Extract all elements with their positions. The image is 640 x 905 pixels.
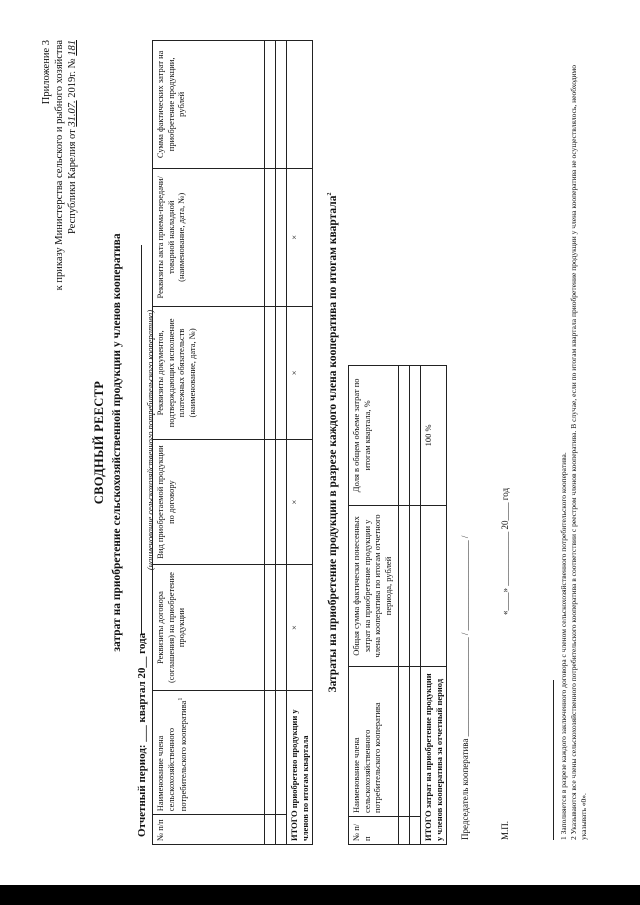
- appendix-date-prefix: Республики Карелия от: [67, 129, 78, 235]
- chairman-label: Председатель кооператива: [460, 738, 470, 840]
- header-cell: Общая сумма фактически понесенных затрат на приобретение продукции у члена кооператива по итогам отчетного периода, рублей: [349, 505, 399, 667]
- table-row: [276, 41, 287, 845]
- period-blank-year: __: [136, 656, 148, 668]
- document-subtitle: затрат на приобретение сельскохозяйственной продукции у членов кооператива: [111, 233, 123, 652]
- table-cell: [276, 306, 287, 439]
- total-cell: [421, 505, 447, 667]
- header-cell: Вид приобретаемой продукции по договору: [153, 439, 265, 564]
- header-cell: Реквизиты документов, подтверждающих исполнение платежных обязательств (наименование, дата, №): [153, 306, 265, 439]
- appendix-order-date: [66, 40, 79, 290]
- table-cell: [265, 690, 276, 814]
- registry-header-row: [153, 41, 265, 845]
- appendix-date-handwritten: 31.07.: [67, 100, 78, 127]
- header-cell: № п/п: [349, 817, 399, 845]
- period-label: Отчетный период:: [136, 744, 148, 837]
- table-cell: [276, 439, 287, 564]
- footnote-ref: 2: [327, 192, 334, 196]
- appendix-order-number: 181: [67, 40, 78, 56]
- members-total-row: [421, 366, 447, 845]
- signature-date: «____» ____________ 20____ год: [500, 487, 510, 615]
- table-cell: [276, 41, 287, 169]
- table-cell: [399, 505, 410, 667]
- total-share: 100 %: [421, 366, 447, 506]
- table-cell: [265, 168, 276, 306]
- header-cell: Реквизиты акта приема-передачи/товарной накладной (наименование, дата, №): [153, 168, 265, 306]
- table-row: [265, 41, 276, 845]
- appendix-date-year: 2019г. №: [67, 58, 78, 98]
- footnote-1: 1 Заполняется в разрезе каждого заключенного договора с членом сельскохозяйственного потребительского кооператива.: [559, 452, 568, 840]
- header-cell: Наименование члена сельскохозяйственного потребительского кооператива: [349, 667, 399, 817]
- table-cell: [265, 306, 276, 439]
- table-cell: [276, 690, 287, 814]
- members-costs-table: [348, 365, 447, 845]
- table-cell: [410, 366, 421, 506]
- appendix-header: [40, 40, 79, 290]
- table-cell: [410, 667, 421, 817]
- bottom-bar: [0, 885, 640, 905]
- total-cell: [287, 41, 313, 169]
- seal-place: М.П.: [500, 820, 510, 840]
- table-cell: [276, 565, 287, 690]
- table-cell: [410, 817, 421, 845]
- total-cell: ×: [287, 439, 313, 564]
- document-title: СВОДНЫЙ РЕЕСТР: [92, 380, 106, 505]
- appendix-number: Приложение 3: [41, 40, 52, 105]
- table-row: [410, 366, 421, 845]
- footnote-divider: [553, 680, 554, 840]
- table-cell: [276, 168, 287, 306]
- table-cell: [399, 817, 410, 845]
- chairman-signature: [460, 536, 470, 840]
- total-cell: ×: [287, 565, 313, 690]
- cooperative-name-line: [141, 245, 142, 635]
- registry-table: [152, 40, 313, 845]
- total-label: ИТОГО приобретено продукции у членов по итогам квартала: [287, 690, 313, 844]
- header-cell: № п/п: [153, 815, 265, 845]
- header-cell: Наименование члена сельскохозяйственного потребительского кооператива$^1$: [153, 690, 265, 814]
- table-cell: [276, 815, 287, 845]
- header-cell: Сумма фактических затрат на приобретение продукции, рублей: [153, 41, 265, 169]
- table-cell: [265, 439, 276, 564]
- total-cell: ×: [287, 168, 313, 306]
- table-cell: [410, 505, 421, 667]
- members-header-row: [349, 366, 399, 845]
- signature-line: ______________________ / ____________________ /: [460, 535, 470, 737]
- header-cell: Доля в общем объеме затрат по итогам квартала, %: [349, 366, 399, 506]
- table-cell: [265, 565, 276, 690]
- reporting-period: [136, 633, 148, 837]
- footnote-ref: 1: [178, 697, 184, 701]
- header-cell: Реквизиты договора (соглашения) на приобретение продукции: [153, 565, 265, 690]
- total-cell: ×: [287, 306, 313, 439]
- table-cell: [399, 366, 410, 506]
- period-year: года: [136, 632, 148, 654]
- period-quarter: квартал 20: [136, 667, 148, 723]
- registry-total-row: [287, 41, 313, 845]
- period-blank: ___: [136, 725, 148, 742]
- table-cell: [265, 41, 276, 169]
- footnote-2: 2 Указываются все члены сельскохозяйственного потребительского кооператива в соответствии с реестром членов кооператива. В случае, если по итогам квартала приобретение продукции у члена кооператива не осуществлялось, необходимо указывать «0».: [569, 64, 588, 840]
- table-cell: [399, 667, 410, 817]
- cooperative-name-caption: (наименование сельскохозяйственного потребительского кооператива): [145, 309, 155, 571]
- appendix-order: к приказу Министерства сельского и рыбного хозяйства: [54, 40, 65, 291]
- total-label: ИТОГО затрат на приобретение продукции у членов кооператива за отчетный период: [421, 667, 447, 845]
- section-2-title: Затраты на приобретение продукции в разрезе каждого члена кооператива по итогам квартала$^2$: [327, 192, 339, 693]
- table-cell: [265, 815, 276, 845]
- table-row: [399, 366, 410, 845]
